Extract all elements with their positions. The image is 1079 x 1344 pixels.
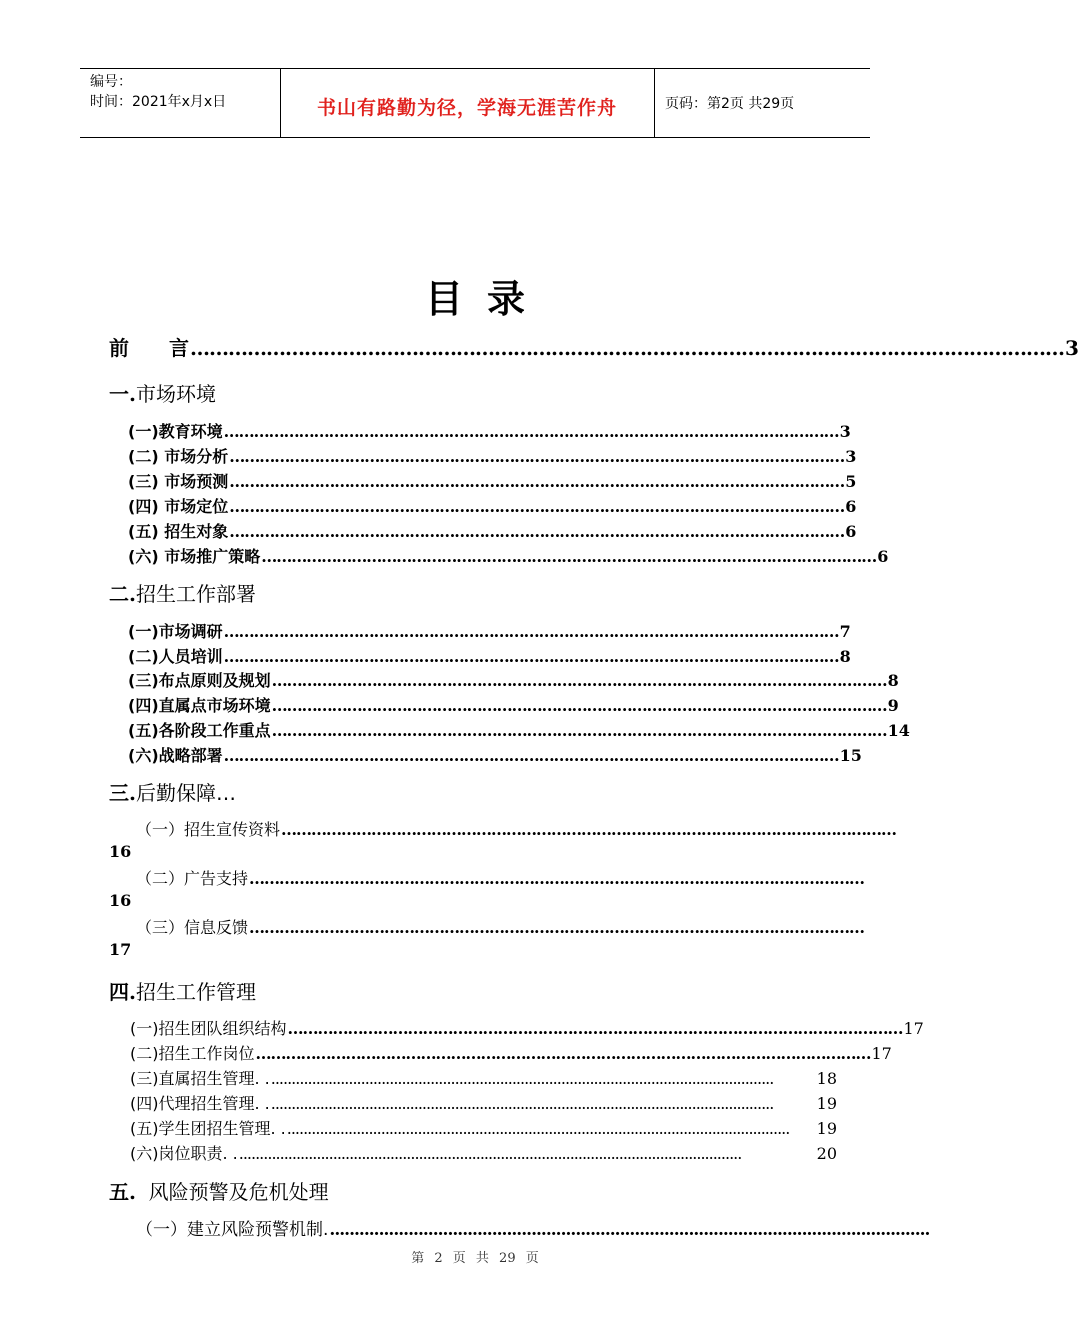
toc-entry-page: 15 [839, 746, 862, 765]
toc-entry[interactable] [128, 644, 851, 667]
toc-entry[interactable] [128, 419, 851, 442]
toc-entry[interactable] [130, 1041, 892, 1064]
toc-entry-label: (一)市场调研 [128, 622, 223, 641]
section-title: 后勤保障… [135, 781, 236, 805]
toc-entry-page: 18 [816, 1069, 837, 1088]
toc-entry[interactable] [128, 693, 899, 716]
leader-dots: …………………………………………………………………………………………………………… [261, 547, 877, 566]
toc-entry-page: 17 [109, 940, 132, 959]
toc-entry[interactable] [128, 444, 857, 467]
leader-dots: …………………………………………………………………………………………………………… [229, 497, 845, 516]
leader-dots: …………………………………………………………………………………………………………… [255, 1044, 871, 1063]
toc-entry-label: 前 言 [109, 336, 189, 360]
leader-dots: …………………………………………………………………………………………………………… [281, 820, 897, 839]
toc-entry[interactable] [130, 1016, 924, 1039]
toc-entry-label: （一）招生宣传资料 [136, 820, 281, 839]
leader-dots: …………………………………………………………………………………………………………… [271, 696, 887, 715]
toc-entry-page: 6 [877, 547, 889, 566]
toc-entry[interactable] [128, 494, 857, 517]
section-heading[interactable] [109, 777, 236, 806]
leader-dots: …………………………………………………………………………………………………………… [249, 918, 865, 937]
motto: 书山有路勤为径，学海无涯苦作舟 [316, 96, 617, 119]
toc-entry-label: (四)直属点市场环境 [128, 696, 271, 715]
toc-entry[interactable] [128, 743, 862, 766]
toc-entry-label: (四)代理招生管理. . [130, 1094, 270, 1113]
section-heading[interactable] [109, 378, 216, 407]
toc-entry-label: (三) 市场预测 [128, 472, 229, 491]
leader-dots: …………………………………………………………………………………………………………… [249, 869, 865, 888]
leader-dots: …………………………………………………………………………………………………………… [229, 447, 845, 466]
section-number: 一. [109, 382, 136, 406]
toc-title: 目录 [424, 277, 549, 321]
toc-entry-label: （三）信息反馈 [136, 918, 249, 937]
leader-dots: …………………………………………………………………………………………………………… [271, 721, 887, 740]
header-motto-cell [280, 69, 655, 137]
toc-entry-label: (三)直属招生管理. . [130, 1069, 270, 1088]
toc-entry-label: (三)布点原则及规划 [128, 671, 271, 690]
leader-dots: ………………………………………………………………………………………………………………………… [190, 336, 1064, 360]
section-heading[interactable] [109, 578, 256, 607]
toc-entry-page: 6 [845, 497, 857, 516]
toc-entry[interactable] [136, 817, 897, 840]
header-meta [80, 69, 281, 137]
leader-dots: ........................................................................................................................... [270, 1094, 774, 1113]
toc-entry-label: (六)岗位职责. . [130, 1144, 238, 1163]
toc-entry[interactable] [130, 1141, 837, 1164]
toc-entry[interactable] [128, 619, 851, 642]
toc-entry[interactable] [128, 668, 899, 691]
toc-entry-label: (五)各阶段工作重点 [128, 721, 271, 740]
toc-entry-label: （一）建立风险预警机制. [136, 1220, 329, 1240]
leader-dots: …………………………………………………………………………………………………………… [229, 472, 845, 491]
toc-entry[interactable] [136, 915, 865, 938]
toc-entry[interactable] [130, 1091, 837, 1114]
toc-entry-page: 20 [816, 1144, 837, 1163]
toc-entry-label: （二）广告支持 [136, 869, 249, 888]
toc-entry-label: (二)招生工作岗位 [130, 1044, 255, 1063]
toc-entry-page: 3 [1065, 336, 1079, 360]
page-footer: 第 2 页 共 29 页 [411, 1251, 539, 1266]
section-title: 市场环境 [135, 382, 216, 406]
toc-entry-label: (二) 市场分析 [128, 447, 229, 466]
toc-entry-page: 7 [839, 622, 851, 641]
time-label: 时间：2021年x月x日 [90, 94, 227, 110]
toc-entry-page: 16 [109, 891, 132, 910]
toc-entry-page: 17 [903, 1019, 924, 1038]
section-title: 风险预警及危机处理 [135, 1180, 329, 1204]
leader-dots: …………………………………………………………………………………………………………… [229, 522, 845, 541]
toc-entry[interactable] [128, 519, 857, 542]
toc-entry-label: (五) 招生对象 [128, 522, 229, 541]
toc-entry-label: (一)教育环境 [128, 422, 223, 441]
section-number: 二. [109, 582, 136, 606]
leader-dots: ........................................................................................................................... [270, 1069, 774, 1088]
leader-dots: …………………………………………………………………………………………………………… [223, 746, 839, 765]
leader-dots: …………………………………………………………………………………………………………… [287, 1019, 903, 1038]
toc-entry[interactable] [128, 469, 857, 492]
toc-entry-page: 19 [816, 1094, 837, 1113]
toc-entry-page: 5 [845, 472, 857, 491]
toc-entry[interactable] [136, 1215, 930, 1240]
leader-dots: .......................................................................................................................... [329, 1220, 930, 1240]
toc-entry[interactable] [130, 1066, 837, 1089]
toc-entry-page: 14 [887, 721, 910, 740]
toc-entry-page: 8 [887, 671, 899, 690]
section-heading[interactable] [109, 1176, 329, 1205]
toc-entry[interactable] [128, 718, 910, 741]
page-header [80, 68, 870, 138]
toc-entry[interactable] [128, 544, 889, 567]
toc-entry-page: 8 [839, 647, 851, 666]
toc-foreword[interactable] [109, 332, 1079, 361]
toc-entry-page: 3 [839, 422, 851, 441]
toc-entry-label: (五)学生团招生管理. . [130, 1119, 286, 1138]
section-number: 五. [109, 1180, 136, 1204]
toc-entry-page: 3 [845, 447, 857, 466]
code-label: 编号： [90, 74, 132, 90]
toc-entry-page: 16 [109, 842, 132, 861]
section-title: 招生工作管理 [135, 980, 256, 1004]
section-number: 三. [109, 781, 136, 805]
leader-dots: …………………………………………………………………………………………………………… [223, 422, 839, 441]
toc-entry-label: (一)招生团队组织结构 [130, 1019, 287, 1038]
toc-entry[interactable] [136, 866, 865, 889]
toc-entry-label: (二)人员培训 [128, 647, 223, 666]
toc-entry-label: (六)战略部署 [128, 746, 223, 765]
section-number: 四. [109, 980, 136, 1004]
toc-entry-label: (六) 市场推广策略 [128, 547, 261, 566]
leader-dots: …………………………………………………………………………………………………………… [223, 647, 839, 666]
leader-dots: ........................................................................................................................... [286, 1119, 790, 1138]
section-title: 招生工作部署 [135, 582, 256, 606]
toc-entry-page: 6 [845, 522, 857, 541]
header-page-info: 页码：第2页 共29页 [665, 96, 795, 112]
toc-entry-label: (四) 市场定位 [128, 497, 229, 516]
toc-entry-page: 9 [887, 696, 899, 715]
leader-dots: …………………………………………………………………………………………………………… [271, 671, 887, 690]
section-heading[interactable] [109, 976, 256, 1005]
toc-entry-page: 17 [871, 1044, 892, 1063]
toc-entry[interactable] [130, 1116, 837, 1139]
leader-dots: ........................................................................................................................... [238, 1144, 742, 1163]
toc-entry-page: 19 [816, 1119, 837, 1138]
leader-dots: …………………………………………………………………………………………………………… [223, 622, 839, 641]
